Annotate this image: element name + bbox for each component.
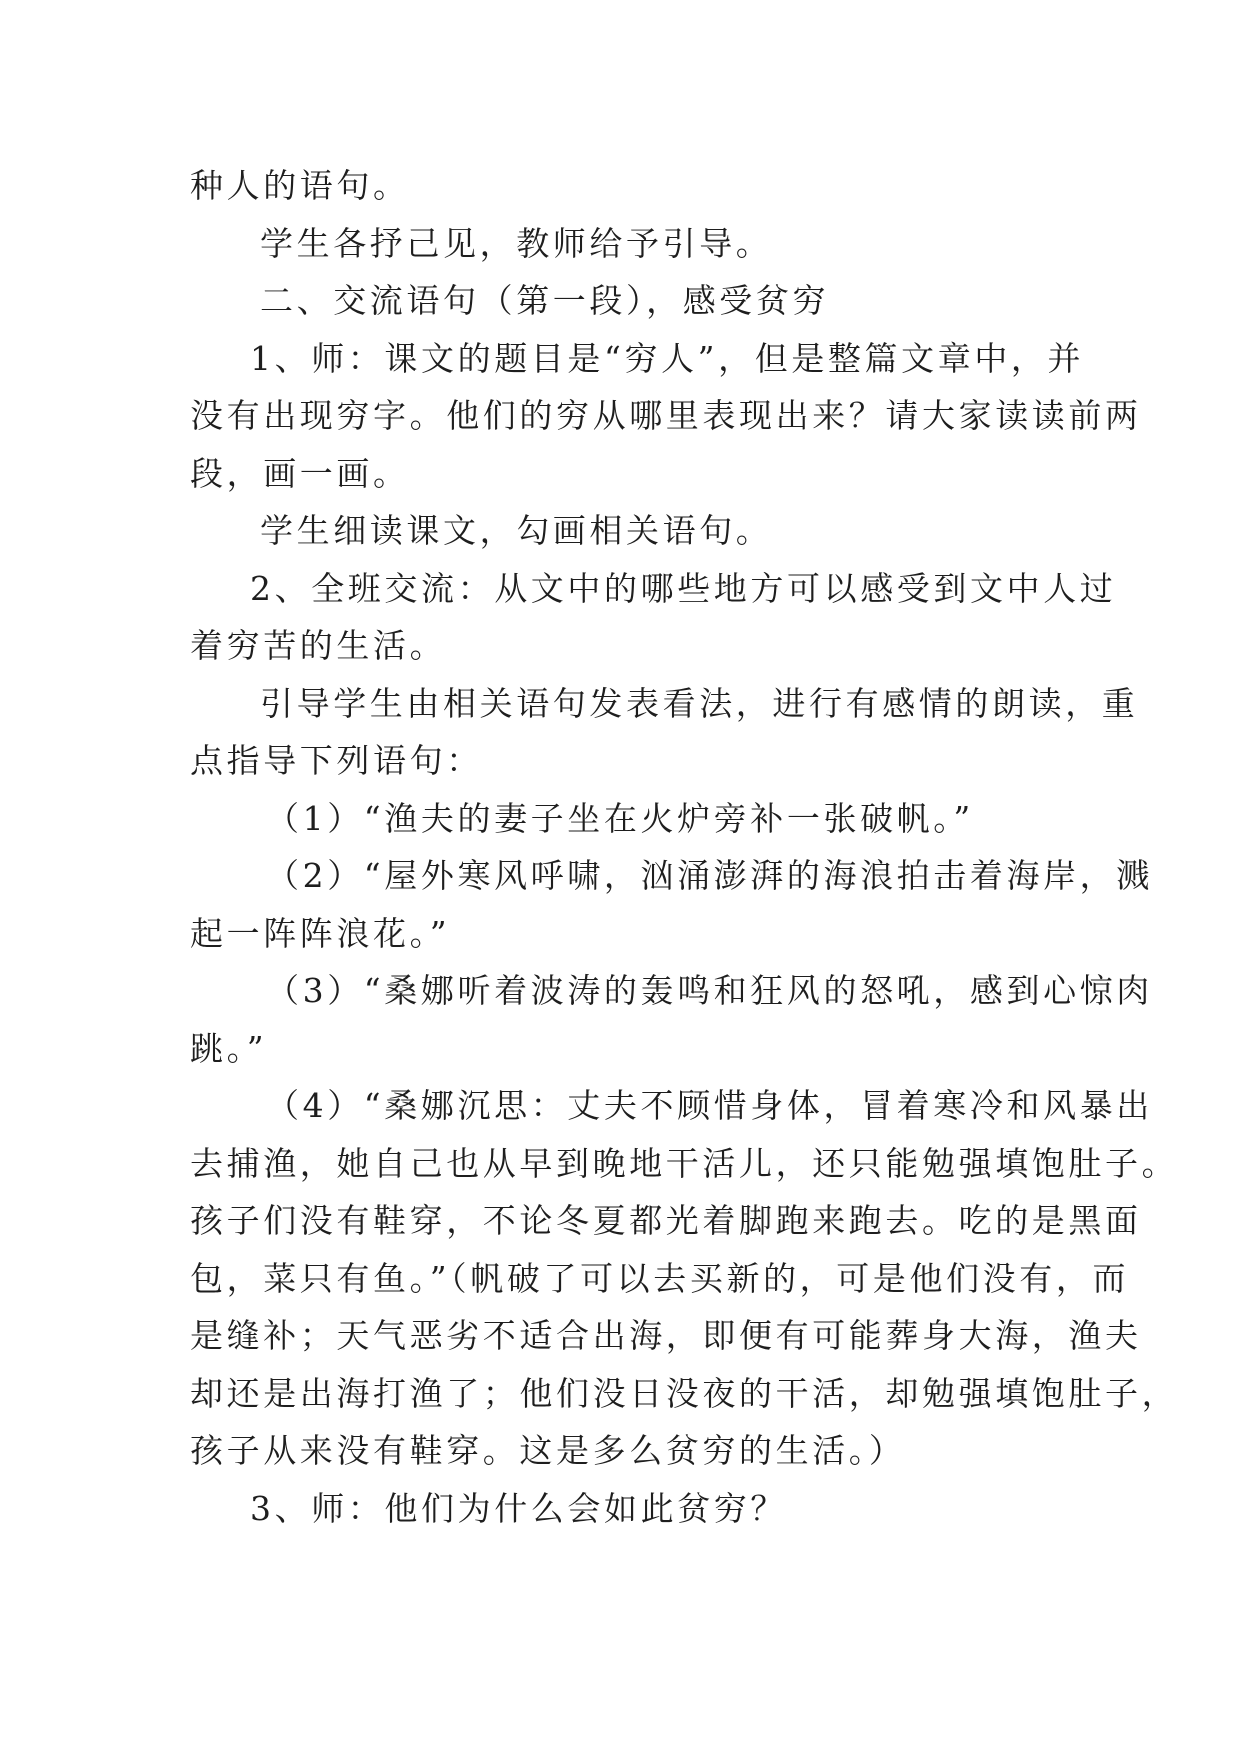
text-line: 学生各抒己见，教师给予引导。 bbox=[260, 223, 773, 263]
text-line: （1）“渔夫的妻子坐在火炉旁补一张破帆。” bbox=[266, 798, 974, 838]
text-line: 起一阵阵浪花。” bbox=[190, 913, 451, 953]
text-line: （2）“屋外寒风呼啸，汹涌澎湃的海浪拍击着海岸，溅 bbox=[266, 856, 1153, 895]
paragraph bbox=[190, 560, 1117, 675]
text-line: 是缝补；天气恶劣不适合出海，即便有可能葬身大海，渔夫 bbox=[190, 1316, 1142, 1355]
text-line: 去捕渔，她自己也从早到晚地干活儿，还只能勉强填饱肚子。 bbox=[190, 1143, 1179, 1183]
text-line: （4）“桑娜沉思：丈夫不顾惜身体，冒着寒冷和风暴出 bbox=[266, 1086, 1153, 1125]
paragraph bbox=[190, 215, 1060, 273]
paragraph bbox=[190, 675, 1139, 790]
text-line: 二、交流语句（第一段），感受贫穷 bbox=[260, 281, 830, 320]
text-line: 段，画一画。 bbox=[190, 453, 410, 493]
text-line: （3）“桑娜听着波涛的轰鸣和狂风的怒吼，感到心惊肉 bbox=[266, 971, 1153, 1010]
quote-item bbox=[190, 847, 1153, 962]
text-line: 孩子们没有鞋穿，不论冬夏都光着脚跑来跑去。吃的是黑面 bbox=[190, 1201, 1142, 1240]
text-line: 包，菜只有鱼。”（帆破了可以去买新的，可是他们没有，而 bbox=[190, 1258, 1130, 1298]
quote-item bbox=[190, 790, 1060, 848]
text-line: 学生细读课文，勾画相关语句。 bbox=[260, 511, 773, 550]
text-line: 跳。” bbox=[190, 1028, 268, 1068]
text-line: 2、全班交流：从文中的哪些地方可以感受到文中人过 bbox=[250, 568, 1117, 608]
text-line: 着穷苦的生活。 bbox=[190, 626, 447, 665]
text-line: 点指导下列语句： bbox=[190, 741, 483, 780]
quote-item bbox=[190, 1077, 1179, 1480]
quote-item bbox=[190, 962, 1153, 1077]
text-line: 没有出现穷字。他们的穷从哪里表现出来？请大家读读前两 bbox=[190, 396, 1142, 435]
paragraph bbox=[190, 330, 1142, 503]
section-heading bbox=[190, 272, 1060, 330]
text-line: 引导学生由相关语句发表看法，进行有感情的朗读，重 bbox=[260, 683, 1139, 723]
text-line: 种人的语句。 bbox=[190, 166, 410, 205]
paragraph bbox=[190, 502, 1060, 560]
paragraph bbox=[190, 157, 1060, 215]
text-line: 1、师：课文的题目是“穷人”，但是整篇文章中，并 bbox=[250, 338, 1085, 378]
text-line: 却还是出海打渔了；他们没日没夜的干活，却勉强填饱肚子， bbox=[190, 1373, 1179, 1413]
document-body bbox=[190, 157, 1179, 1537]
text-line: 孩子从来没有鞋穿。这是多么贫穷的生活。） bbox=[190, 1431, 906, 1470]
paragraph bbox=[190, 1480, 1060, 1538]
text-line: 3、师：他们为什么会如此贫穷？ bbox=[250, 1488, 787, 1528]
